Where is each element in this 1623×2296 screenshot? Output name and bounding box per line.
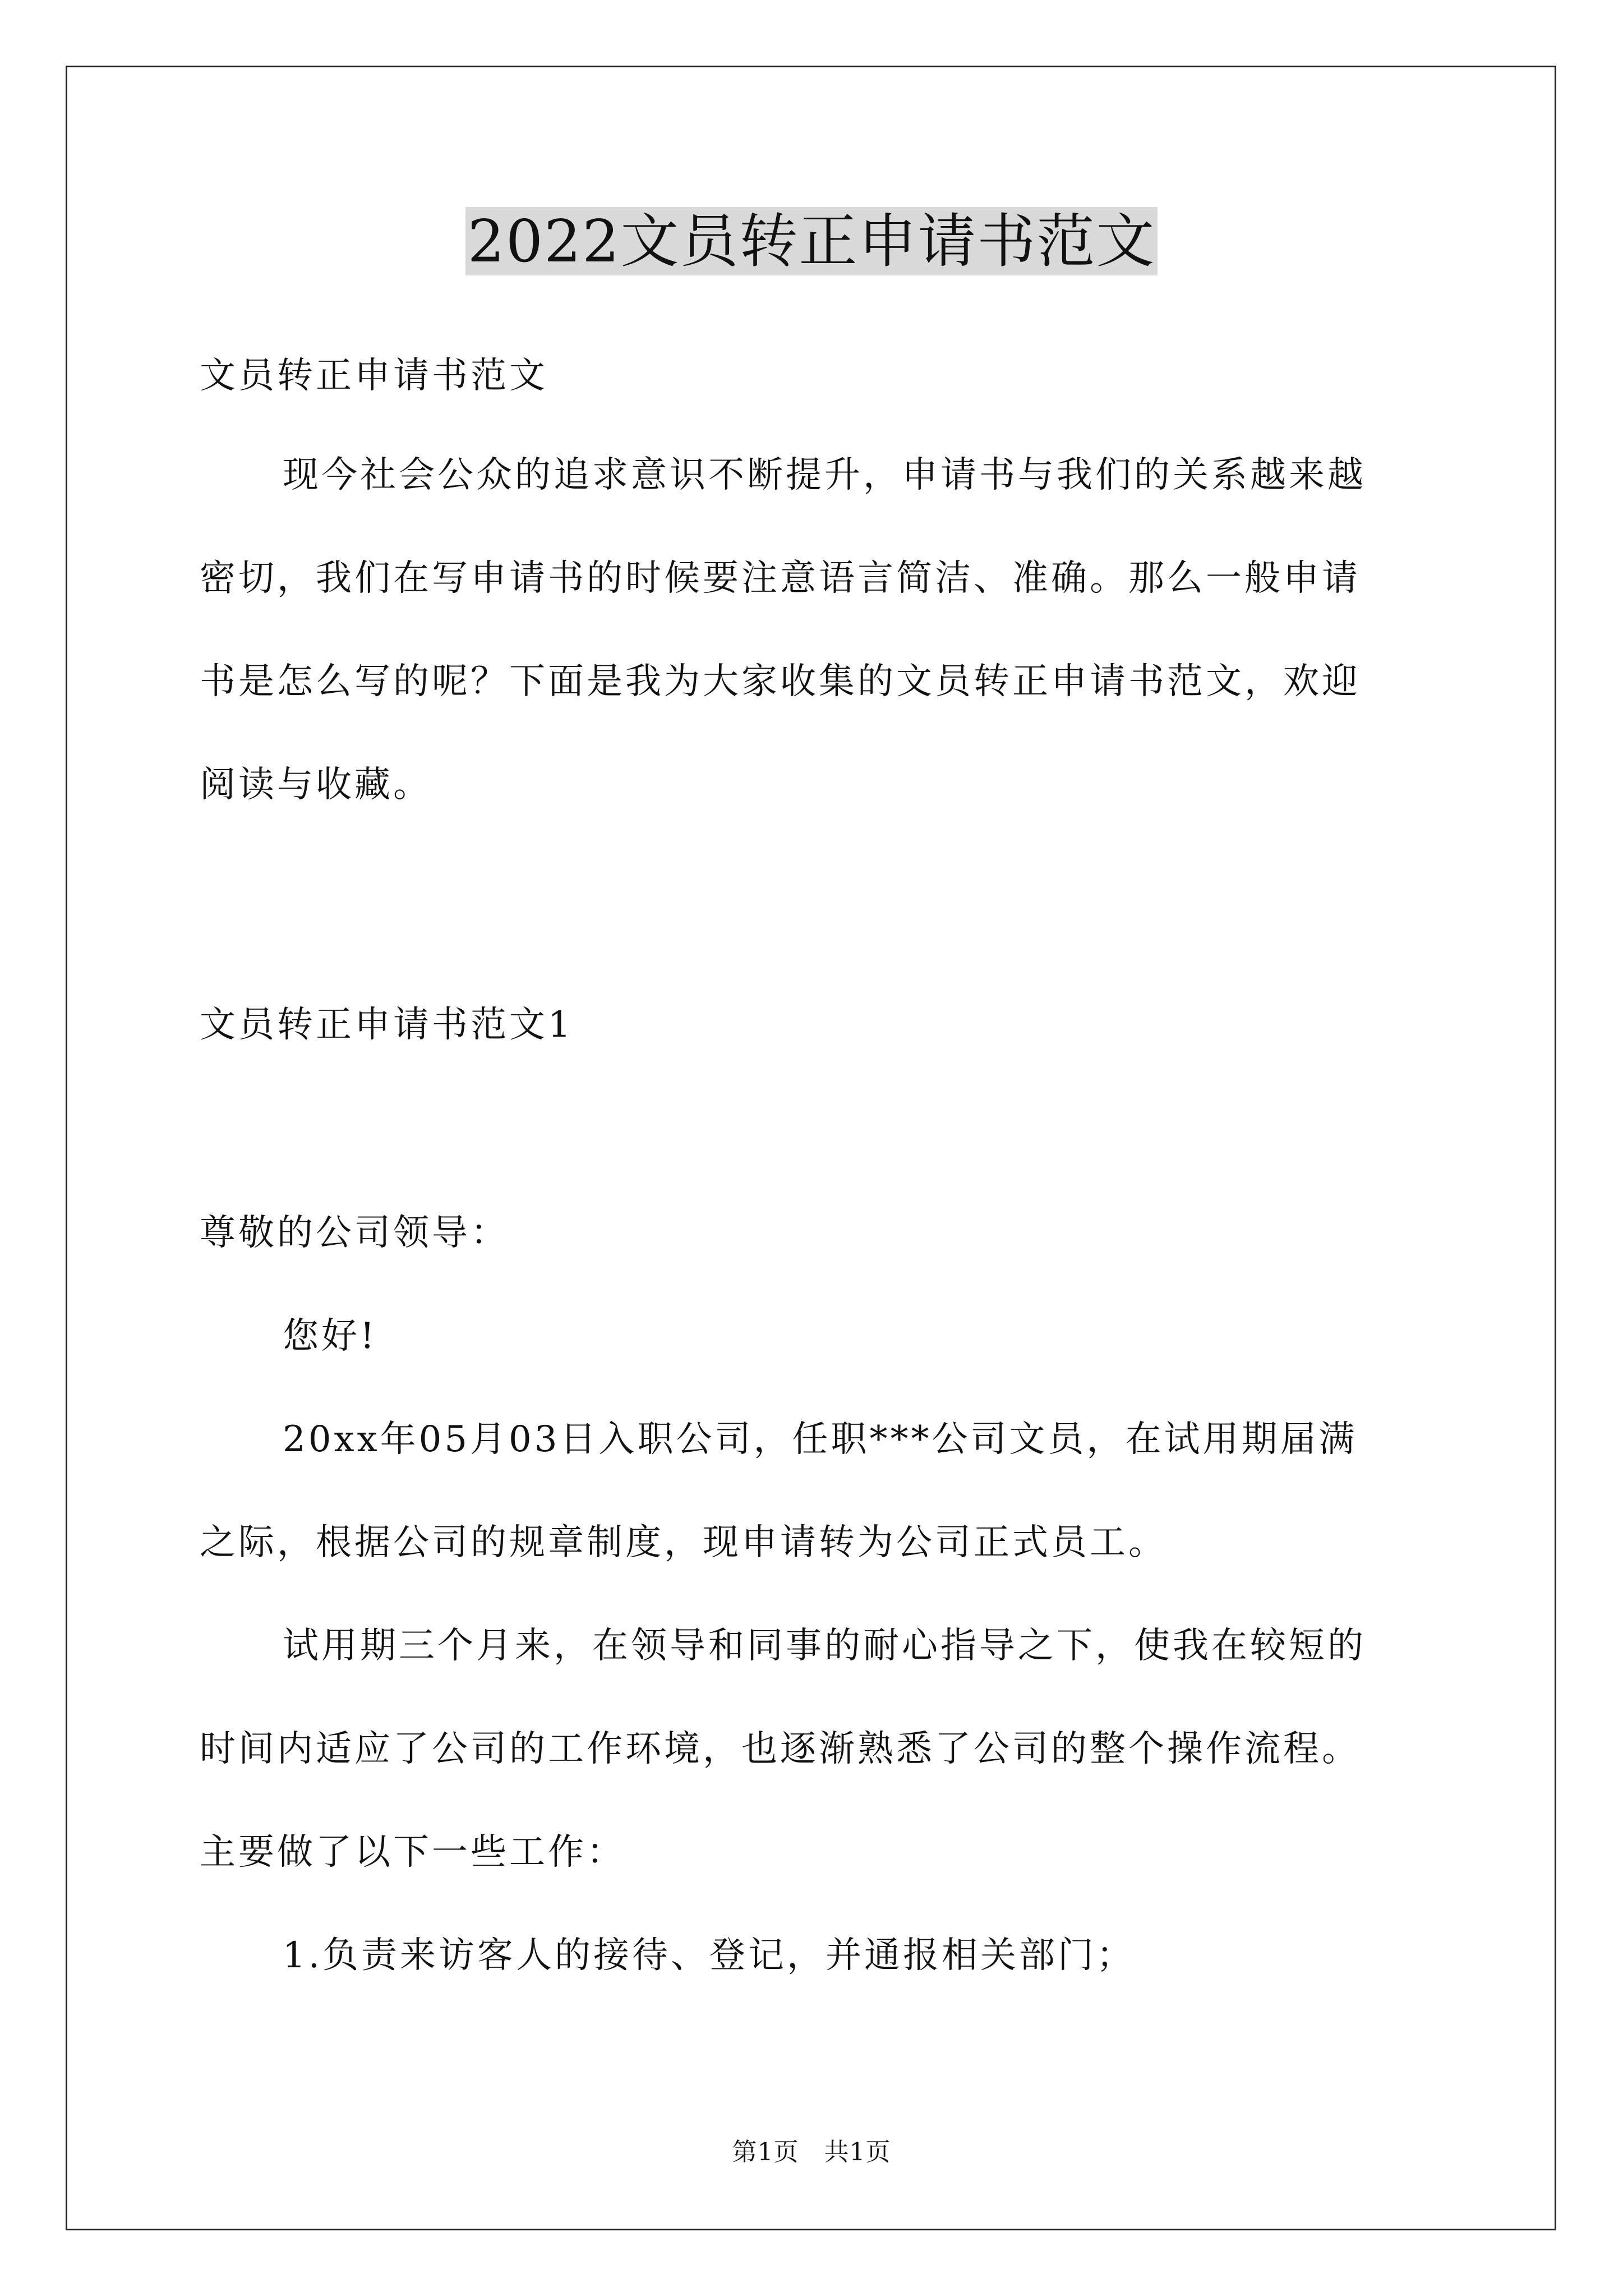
salutation-text: 尊敬的公司领导：: [200, 1212, 509, 1254]
document-title: [0, 202, 1623, 280]
page-number-text: 第1页 共1页: [732, 2138, 891, 2166]
greeting-text: 您好!: [283, 1315, 377, 1357]
list-item-1-text: 1.负责来访客人的接待、登记，并通报相关部门；: [283, 1935, 1136, 1976]
intro-line-3: 书是怎么写的呢？下面是我为大家收集的文员转正申请书范文，欢迎: [200, 661, 1361, 702]
section-heading-text: 文员转正申请书范文1: [200, 1004, 574, 1046]
subtitle-text: 文员转正申请书范文: [200, 355, 548, 397]
paragraph-1-line-2: 之际，根据公司的规章制度，现申请转为公司正式员工。: [200, 1522, 1167, 1563]
intro-line-1: 现今社会公众的追求意识不断提升，申请书与我们的关系越来越: [283, 454, 1366, 496]
intro-line-4: 阅读与收藏。: [200, 764, 432, 806]
paragraph-2-line-3: 主要做了以下一些工作：: [200, 1832, 625, 1873]
paragraph-2-line-1: 试用期三个月来，在领导和同事的耐心指导之下，使我在较短的: [283, 1625, 1366, 1667]
document-title-text: 2022文员转正申请书范文: [465, 207, 1158, 275]
paragraph-1-line-1: 20xx年05月03日入职公司，任职***公司文员，在试用期届满: [283, 1419, 1358, 1460]
intro-line-2: 密切，我们在写申请书的时候要注意语言简洁、准确。那么一般申请: [200, 558, 1361, 599]
paragraph-2-line-2: 时间内适应了公司的工作环境，也逐渐熟悉了公司的整个操作流程。: [200, 1728, 1361, 1770]
page-footer: [0, 2132, 1623, 2168]
